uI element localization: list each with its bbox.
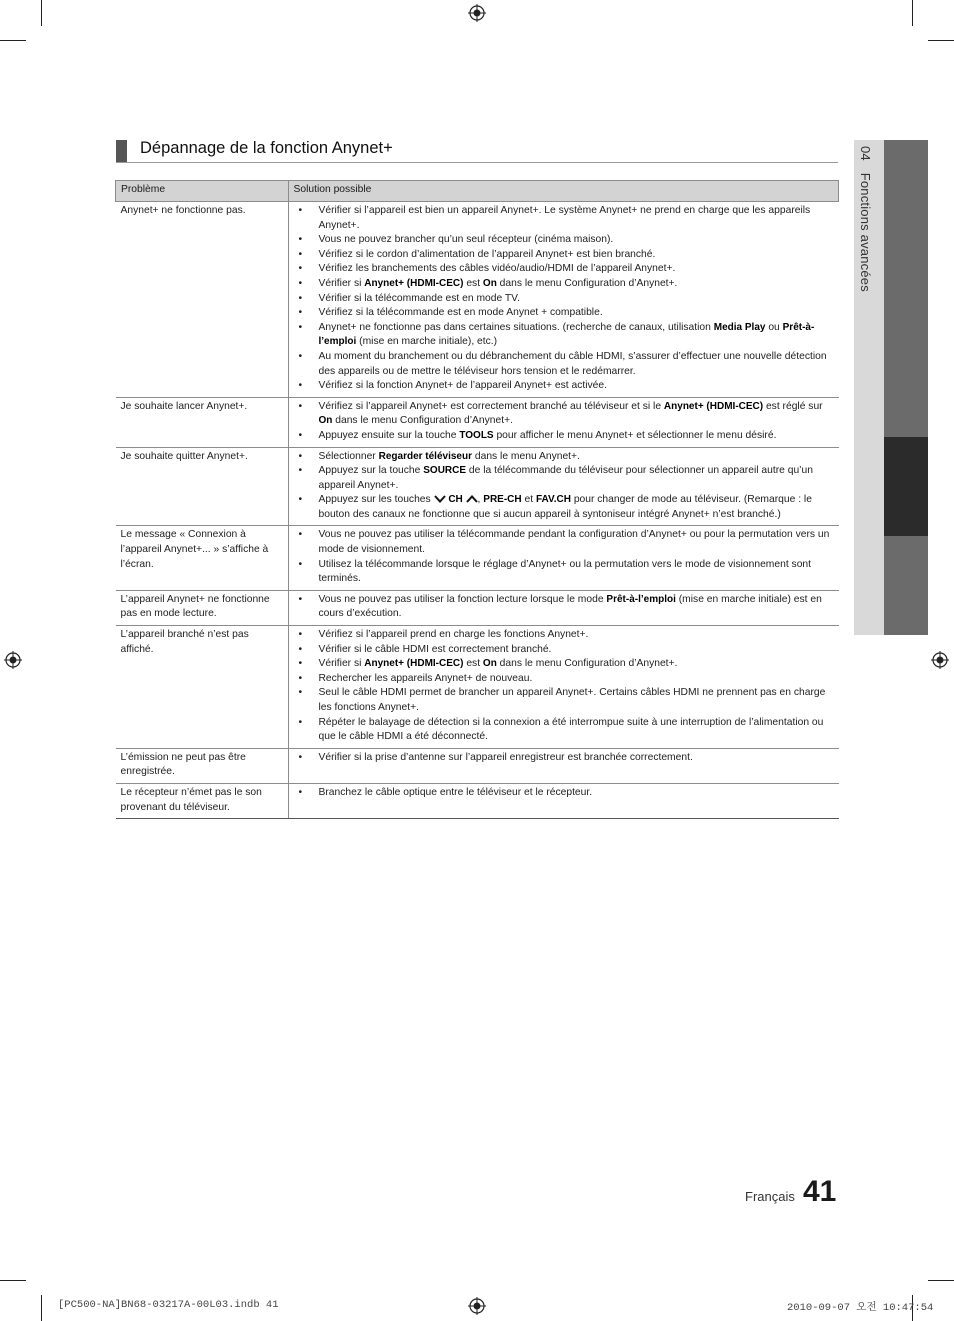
emphasized-term: Prêt-à-l’emploi [318, 321, 815, 348]
list-item [297, 292, 833, 307]
chapter-number: 04 [858, 146, 873, 161]
solution-list [297, 628, 833, 745]
chapter-tab-segment [884, 140, 928, 437]
emphasized-term: SOURCE [423, 465, 467, 477]
registration-mark-icon [468, 1297, 486, 1315]
solution-list [297, 593, 833, 622]
solution-text: Vérifier si [318, 658, 365, 670]
solution-text: Vérifiez si l’appareil Anynet+ est correctement branché au téléviseur et si le [318, 400, 664, 412]
table-header-row [116, 181, 839, 202]
list-item [297, 558, 833, 587]
solution-text: Anynet+ ne fonctionne pas dans certaines situations. (recherche de canaux, utilisation [318, 321, 714, 333]
crop-mark [928, 1280, 954, 1281]
solution-cell [288, 447, 839, 526]
chapter-tab-segment [884, 536, 928, 635]
solution-text: , [477, 494, 484, 506]
solution-text: est [463, 277, 483, 289]
list-item [297, 528, 833, 557]
print-file-info: [PC500-NA]BN68-03217A-00L03.indb 41 [58, 1299, 279, 1311]
emphasized-term: Anynet+ (HDMI-CEC) [364, 277, 464, 289]
solution-text: Vérifiez si la fonction Anynet+ de l’appareil Anynet+ est activée. [318, 380, 607, 392]
list-item [297, 464, 833, 493]
solution-text: Vous ne pouvez pas utiliser la télécommande pendant la configuration d’Anynet+ ou pour la permutation vers un mode de visionnement. [318, 529, 830, 556]
list-item [297, 643, 833, 658]
solution-text: est réglé sur [763, 400, 823, 412]
list-item [297, 400, 833, 429]
solution-text: Branchez le câble optique entre le téléviseur et le récepteur. [318, 786, 593, 798]
solution-text: (mise en marche initiale) est en cours d’exécution. [318, 593, 822, 620]
solution-text: Vous ne pouvez pas utiliser la fonction lecture lorsque le mode [318, 593, 607, 605]
solution-text: dans le menu Anynet+. [472, 450, 580, 462]
emphasized-term: Media Play [713, 321, 766, 333]
solution-list [297, 786, 833, 801]
chapter-label [858, 146, 873, 292]
solution-text: Seul le câble HDMI permet de brancher un appareil Anynet+. Certains câbles HDMI ne prennent pas en charge les fonctions Anynet+. [318, 687, 826, 713]
problem-cell: Anynet+ ne fonctionne pas. [116, 202, 289, 398]
solution-cell [288, 783, 839, 818]
problem-cell: L’appareil branché n’est pas affiché. [116, 626, 289, 749]
solution-text: ou [765, 321, 783, 333]
solution-text: (mise en marche initiale), etc.) [356, 336, 498, 348]
solution-text: dans le menu Configuration d’Anynet+. [332, 415, 513, 427]
list-item [297, 450, 833, 465]
list-item [297, 628, 833, 643]
solution-text: Vérifier si la prise d’antenne sur l’appareil enregistreur est branchée correctement. [318, 751, 693, 763]
table-row [116, 526, 839, 590]
solution-text: et [521, 494, 536, 506]
problem-cell: L’émission ne peut pas être enregistrée. [116, 748, 289, 783]
page-number: 41 [803, 1175, 837, 1208]
problem-cell: L’appareil Anynet+ ne fonctionne pas en mode lecture. [116, 590, 289, 625]
solution-cell [288, 202, 839, 398]
solution-cell [288, 526, 839, 590]
solution-text: Rechercher les appareils Anynet+ de nouveau. [318, 672, 533, 684]
solution-list [297, 528, 833, 586]
emphasized-term: Anynet+ (HDMI-CEC) [364, 658, 464, 670]
list-item [297, 350, 833, 379]
table-row [116, 590, 839, 625]
crop-mark [928, 40, 954, 41]
emphasized-term: PRE-CH [483, 494, 522, 506]
troubleshooting-table [115, 180, 839, 819]
crop-mark [0, 40, 26, 41]
crop-mark [912, 0, 913, 26]
table-row [116, 626, 839, 749]
solution-text: Utilisez la télécommande lorsque le réglage d’Anynet+ ou la permutation vers le mode de visionnement sont terminés. [318, 558, 812, 585]
solution-text: de la télécommande du téléviseur pour sélectionner un appareil autre qu’un appareil Anynet+. [318, 465, 813, 491]
list-item [297, 493, 833, 522]
chevron-up-icon [466, 495, 478, 503]
column-header-solution: Solution possible [288, 181, 839, 202]
list-item [297, 657, 833, 672]
solution-text: dans le menu Configuration d’Anynet+. [496, 658, 678, 670]
solution-text: pour afficher le menu Anynet+ et sélectionner le menu désiré. [493, 429, 777, 441]
solution-list [297, 450, 833, 523]
solution-text: Vérifiez les branchements des câbles vidéo/audio/HDMI de l’appareil Anynet+. [318, 263, 676, 275]
list-item [297, 786, 833, 801]
solution-text: Vérifiez si la télécommande est en mode Anynet + compatible. [318, 307, 603, 319]
list-item [297, 321, 833, 350]
column-header-problem: Problème [116, 181, 289, 202]
language-label: Français [745, 1189, 795, 1204]
registration-mark-icon [468, 4, 486, 22]
solution-cell [288, 590, 839, 625]
solution-cell [288, 626, 839, 749]
emphasized-term: On [482, 277, 497, 289]
solution-text: Répéter le balayage de détection si la connexion a été interrompue suite à une interruption de l’alimentation ou que le câble HDMI a été déconnecté. [318, 716, 824, 743]
solution-text: Au moment du branchement ou du débranchement du câble HDMI, s’assurer d’effectuer une nouvelle détection des appareils ou de mettre le téléviseur hors tension et le redémarrer. [318, 350, 827, 377]
crop-mark [41, 0, 42, 26]
solution-text: Appuyez sur la touche [318, 465, 424, 477]
registration-mark-icon [4, 651, 22, 669]
solution-text: Sélectionner [318, 450, 379, 462]
list-item [297, 716, 833, 745]
emphasized-term: CH [445, 494, 466, 506]
emphasized-term: Regarder téléviseur [378, 450, 472, 462]
solution-text: Vérifier si [318, 277, 365, 289]
heading-marker [116, 140, 127, 162]
solution-list [297, 400, 833, 444]
list-item [297, 686, 833, 715]
emphasized-term: Anynet+ (HDMI-CEC) [663, 400, 764, 412]
emphasized-term: On [482, 658, 497, 670]
list-item [297, 429, 833, 444]
section-heading: Dépannage de la fonction Anynet+ [140, 139, 393, 157]
solution-text: pour changer de mode au téléviseur. (Remarque : le bouton des canaux ne fonctionne que si aucun appareil à syntoniseur intégré Anynet+ n’est branché.) [318, 494, 812, 520]
table-row [116, 748, 839, 783]
list-item [297, 672, 833, 687]
solution-list [297, 751, 833, 766]
emphasized-term: On [318, 415, 333, 427]
print-timestamp: 2010-09-07 오전 10:47:54 [787, 1302, 934, 1314]
emphasized-term: TOOLS [459, 429, 494, 441]
solution-text: Vous ne pouvez brancher qu’un seul récepteur (cinéma maison). [318, 234, 614, 246]
problem-cell: Le récepteur n’émet pas le son provenant du téléviseur. [116, 783, 289, 818]
list-item [297, 204, 833, 233]
chevron-down-icon [434, 495, 446, 503]
solution-text: Appuyez ensuite sur la touche [318, 429, 460, 441]
list-item [297, 277, 833, 292]
table-row [116, 783, 839, 818]
emphasized-term: Prêt-à-l’emploi [606, 593, 676, 605]
solution-text: est [463, 658, 483, 670]
chapter-title: Fonctions avancées [858, 172, 873, 292]
solution-cell [288, 748, 839, 783]
emphasized-term: FAV.CH [535, 494, 571, 506]
problem-cell: Le message « Connexion à l’appareil Anynet+... » s’affiche à l’écran. [116, 526, 289, 590]
table-row [116, 397, 839, 447]
crop-mark [41, 1295, 42, 1321]
solution-list [297, 204, 833, 394]
list-item [297, 593, 833, 622]
list-item [297, 306, 833, 321]
problem-cell: Je souhaite lancer Anynet+. [116, 397, 289, 447]
list-item [297, 379, 833, 394]
heading-divider [116, 162, 838, 163]
table-row [116, 447, 839, 526]
solution-cell [288, 397, 839, 447]
solution-text: Vérifiez si l’appareil prend en charge les fonctions Anynet+. [318, 629, 589, 641]
solution-text: Vérifiez si le cordon d’alimentation de l’appareil Anynet+ est bien branché. [318, 248, 656, 260]
list-item [297, 751, 833, 766]
crop-mark [0, 1280, 26, 1281]
problem-cell: Je souhaite quitter Anynet+. [116, 447, 289, 526]
chapter-tab-active-segment [884, 437, 928, 536]
list-item [297, 248, 833, 263]
solution-text: dans le menu Configuration d’Anynet+. [496, 277, 678, 289]
solution-text: Vérifier si la télécommande est en mode TV. [318, 292, 520, 304]
list-item [297, 262, 833, 277]
registration-mark-icon [931, 651, 949, 669]
solution-text: Vérifier si le câble HDMI est correctement branché. [318, 643, 552, 655]
solution-text: Vérifier si l’appareil est bien un appareil Anynet+. Le système Anynet+ ne prend en charge que les appareils Anynet+. [318, 205, 811, 231]
solution-text: Appuyez sur les touches [318, 494, 434, 506]
table-row [116, 202, 839, 398]
list-item [297, 233, 833, 248]
